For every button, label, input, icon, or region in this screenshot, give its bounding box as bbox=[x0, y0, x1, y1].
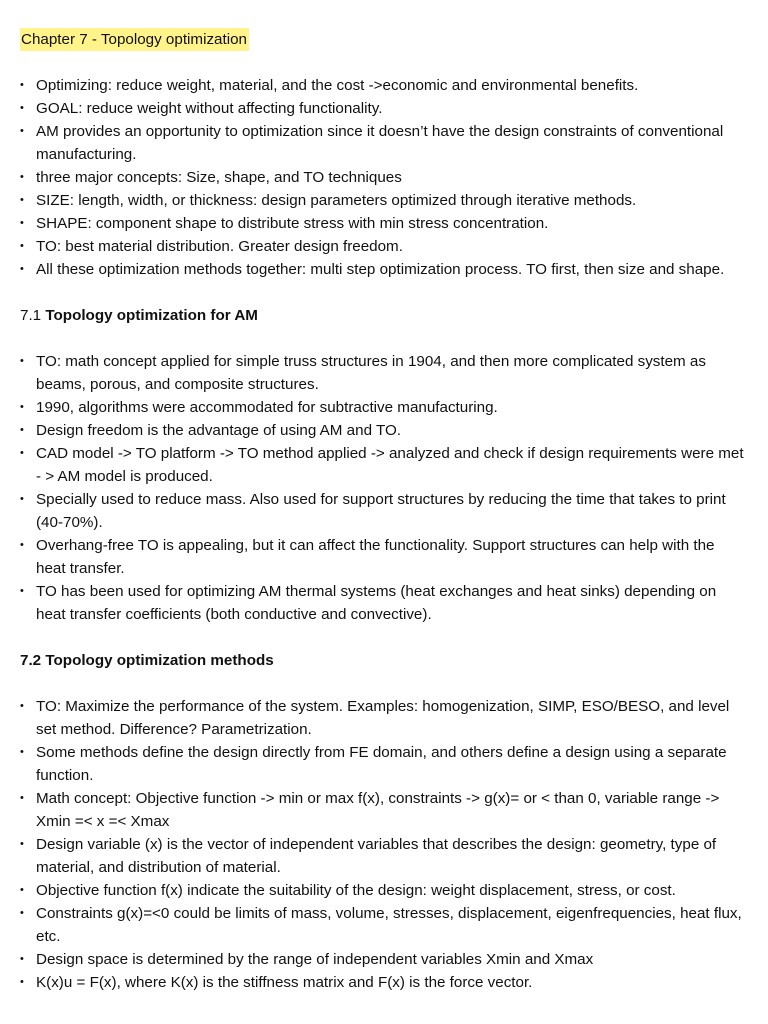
spacer bbox=[20, 672, 748, 695]
section-title: Topology optimization methods bbox=[45, 652, 274, 669]
bullet-item: • TO has been used for optimizing AM thermal systems (heat exchanges and heat sinks) depending on heat transfer coefficients (both conductive and convective). bbox=[20, 580, 748, 626]
section-7-1-bullet-list bbox=[20, 350, 748, 626]
bullet-item: • CAD model -> TO platform -> TO method applied -> analyzed and check if design requirements were met - > AM model is produced. bbox=[20, 442, 748, 488]
bullet-item: • K(x)u = F(x), where K(x) is the stiffness matrix and F(x) is the force vector. bbox=[20, 971, 748, 994]
section-number: 7.1 bbox=[20, 307, 42, 324]
bullet-item: • All these optimization methods together: multi step optimization process. TO first, then size and shape. bbox=[20, 258, 748, 281]
bullet-item: • TO: best material distribution. Greater design freedom. bbox=[20, 235, 748, 258]
spacer bbox=[20, 327, 748, 350]
bullet-item: • Specially used to reduce mass. Also used for support structures by reducing the time that takes to print (40-70%). bbox=[20, 488, 748, 534]
bullet-item: • Overhang-free TO is appealing, but it can affect the functionality. Support structures can help with the heat transfer. bbox=[20, 534, 748, 580]
spacer bbox=[20, 51, 748, 74]
bullet-item: • GOAL: reduce weight without affecting functionality. bbox=[20, 97, 748, 120]
bullet-item: • Optimizing: reduce weight, material, and the cost ->economic and environmental benefits. bbox=[20, 74, 748, 97]
bullet-item: • SHAPE: component shape to distribute stress with min stress concentration. bbox=[20, 212, 748, 235]
bullet-item: • Some methods define the design directly from FE domain, and others define a design using a separate function. bbox=[20, 741, 748, 787]
chapter-title: Chapter 7 - Topology optimization bbox=[20, 28, 249, 51]
section-title: Topology optimization for AM bbox=[45, 307, 258, 324]
chapter-bullet-list bbox=[20, 74, 748, 281]
bullet-item: • SIZE: length, width, or thickness: design parameters optimized through iterative methods. bbox=[20, 189, 748, 212]
bullet-item: • three major concepts: Size, shape, and TO techniques bbox=[20, 166, 748, 189]
spacer bbox=[20, 626, 748, 649]
bullet-item: • Design space is determined by the range of independent variables Xmin and Xmax bbox=[20, 948, 748, 971]
section-number: 7.2 bbox=[20, 652, 42, 669]
section-heading-7-2 bbox=[20, 649, 748, 672]
bullet-item: • Objective function f(x) indicate the suitability of the design: weight displacement, stress, or cost. bbox=[20, 879, 748, 902]
bullet-item: • Constraints g(x)=<0 could be limits of mass, volume, stresses, displacement, eigenfrequencies, heat flux, etc. bbox=[20, 902, 748, 948]
bullet-item: • Math concept: Objective function -> min or max f(x), constraints -> g(x)= or < than 0, variable range -> Xmin =< x =< Xmax bbox=[20, 787, 748, 833]
bullet-item: • AM provides an opportunity to optimization since it doesn’t have the design constraints of conventional manufacturing. bbox=[20, 120, 748, 166]
bullet-item: • Design freedom is the advantage of using AM and TO. bbox=[20, 419, 748, 442]
section-heading-7-1 bbox=[20, 304, 748, 327]
bullet-item: • Design variable (x) is the vector of independent variables that describes the design: geometry, type of material, and distribution of material. bbox=[20, 833, 748, 879]
spacer bbox=[20, 281, 748, 304]
section-7-2-bullet-list bbox=[20, 695, 748, 994]
bullet-item: • TO: Maximize the performance of the system. Examples: homogenization, SIMP, ESO/BESO, and level set method. Difference? Parametrization. bbox=[20, 695, 748, 741]
bullet-item: • 1990, algorithms were accommodated for subtractive manufacturing. bbox=[20, 396, 748, 419]
bullet-item: • TO: math concept applied for simple truss structures in 1904, and then more complicated system as beams, porous, and composite structures. bbox=[20, 350, 748, 396]
